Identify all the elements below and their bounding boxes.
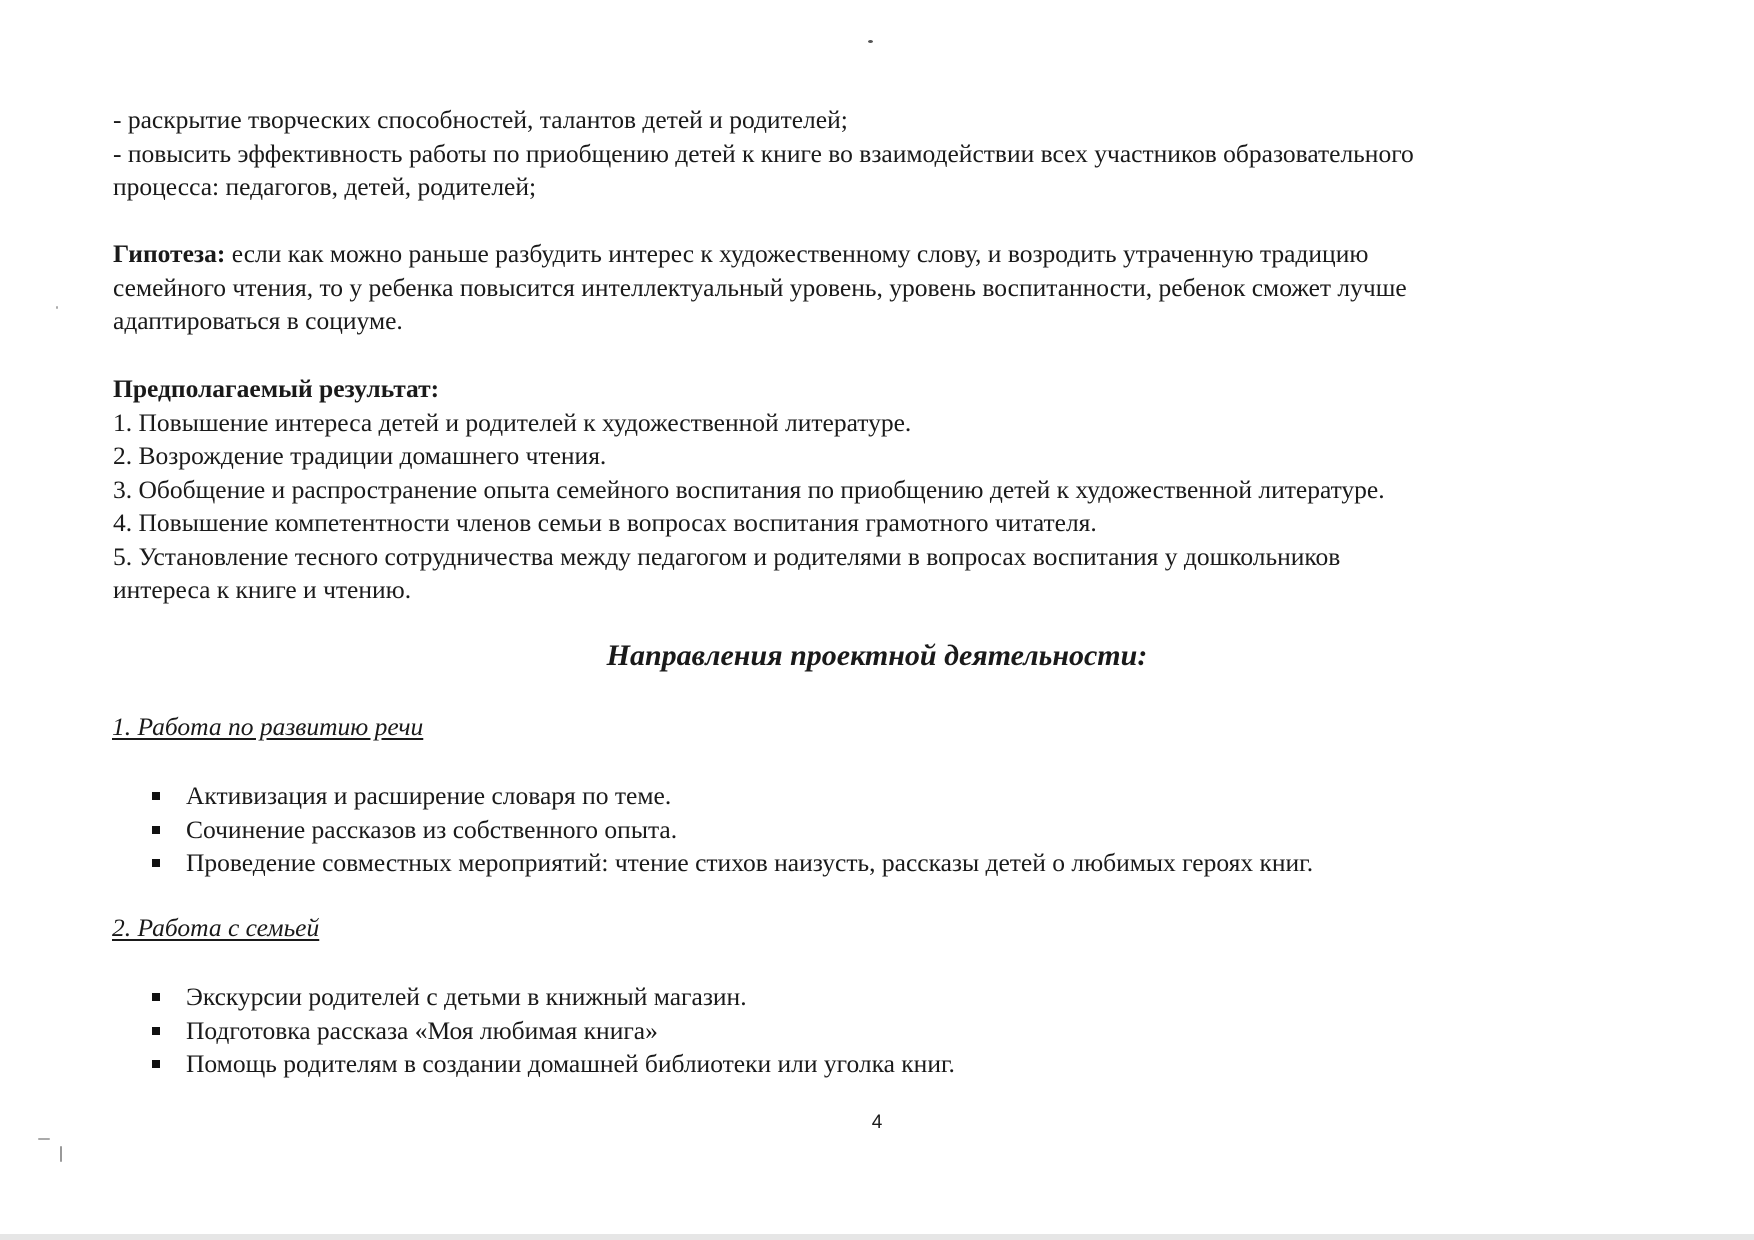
hypothesis-line-2: семейного чтения, то у ребенка повысится интеллектуальный уровень, уровень воспитанности, ребенок сможет лучше <box>113 272 1407 302</box>
intro-line: процесса: педагогов, детей, родителей; <box>113 172 537 201</box>
scan-speck <box>38 1138 50 1140</box>
expected-result-item: 3. Обобщение и распространение опыта семейного воспитания по приобщению детей к художественной литературе. <box>113 474 1385 504</box>
expected-result-item: интереса к книге и чтению. <box>113 575 412 604</box>
list-item-text: Активизация и расширение словаря по теме. <box>186 781 672 810</box>
hypothesis-line-3: адаптироваться в социуме. <box>113 306 403 335</box>
expected-result-item: 5. Установление тесного сотрудничества между педагогом и родителями в вопросах воспитания у дошкольников <box>113 541 1341 571</box>
list-item <box>150 813 1313 847</box>
list-item <box>150 846 1313 880</box>
bullet-square-icon <box>152 1060 160 1068</box>
hypothesis-text: если как можно раньше разбудить интерес к художественному слову, и возродить утраченную традицию <box>225 239 1369 268</box>
scan-speck <box>868 40 873 43</box>
expected-result-label: Предполагаемый результат: <box>113 374 440 403</box>
list-item-text: Сочинение рассказов из собственного опыта. <box>186 814 678 844</box>
list-item <box>150 779 1313 813</box>
bullet-square-icon <box>152 993 160 1001</box>
scan-speck <box>60 1146 62 1162</box>
directions-title: Направления проектной деятельности: <box>606 639 1148 672</box>
list-item-text: Проведение совместных мероприятий: чтение стихов наизусть, рассказы детей о любимых героях книг. <box>186 848 1314 877</box>
expected-result-item: 4. Повышение компетентности членов семьи в вопросах воспитания грамотного читателя. <box>113 508 1097 537</box>
expected-result-item: 2. Возрождение традиции домашнего чтения. <box>113 441 607 470</box>
intro-block <box>113 103 1633 204</box>
bullet-square-icon <box>152 1027 160 1035</box>
list-item <box>150 1047 955 1081</box>
section-2-title: 2. Работа с семьей <box>112 913 320 942</box>
page-number: 4 <box>871 1112 883 1133</box>
expected-result-block <box>113 372 1633 607</box>
scan-bottom-edge <box>0 1234 1754 1240</box>
bullet-square-icon <box>152 859 160 867</box>
bullet-square-icon <box>152 826 160 834</box>
scan-speck <box>56 306 58 309</box>
hypothesis-line-1 <box>113 237 1633 271</box>
list-item <box>150 980 955 1014</box>
section-1-title: 1. Работа по развитию речи <box>112 712 424 741</box>
section-2-list <box>150 980 955 1081</box>
list-item <box>150 1014 955 1048</box>
list-item-text: Экскурсии родителей с детьми в книжный магазин. <box>186 982 747 1011</box>
hypothesis-block <box>113 237 1633 338</box>
intro-line: - повысить эффективность работы по приобщению детей к книге во взаимодействии всех участников образовательного <box>113 138 1414 168</box>
bullet-square-icon <box>152 792 160 800</box>
list-item-text: Подготовка рассказа «Моя любимая книга» <box>186 1015 658 1045</box>
list-item-text: Помощь родителям в создании домашней библиотеки или уголка книг. <box>186 1049 955 1078</box>
section-1-list <box>150 779 1313 880</box>
hypothesis-label: Гипотеза: <box>113 239 226 268</box>
expected-result-item: 1. Повышение интереса детей и родителей к художественной литературе. <box>113 407 912 437</box>
intro-line: - раскрытие творческих способностей, талантов детей и родителей; <box>113 105 848 134</box>
